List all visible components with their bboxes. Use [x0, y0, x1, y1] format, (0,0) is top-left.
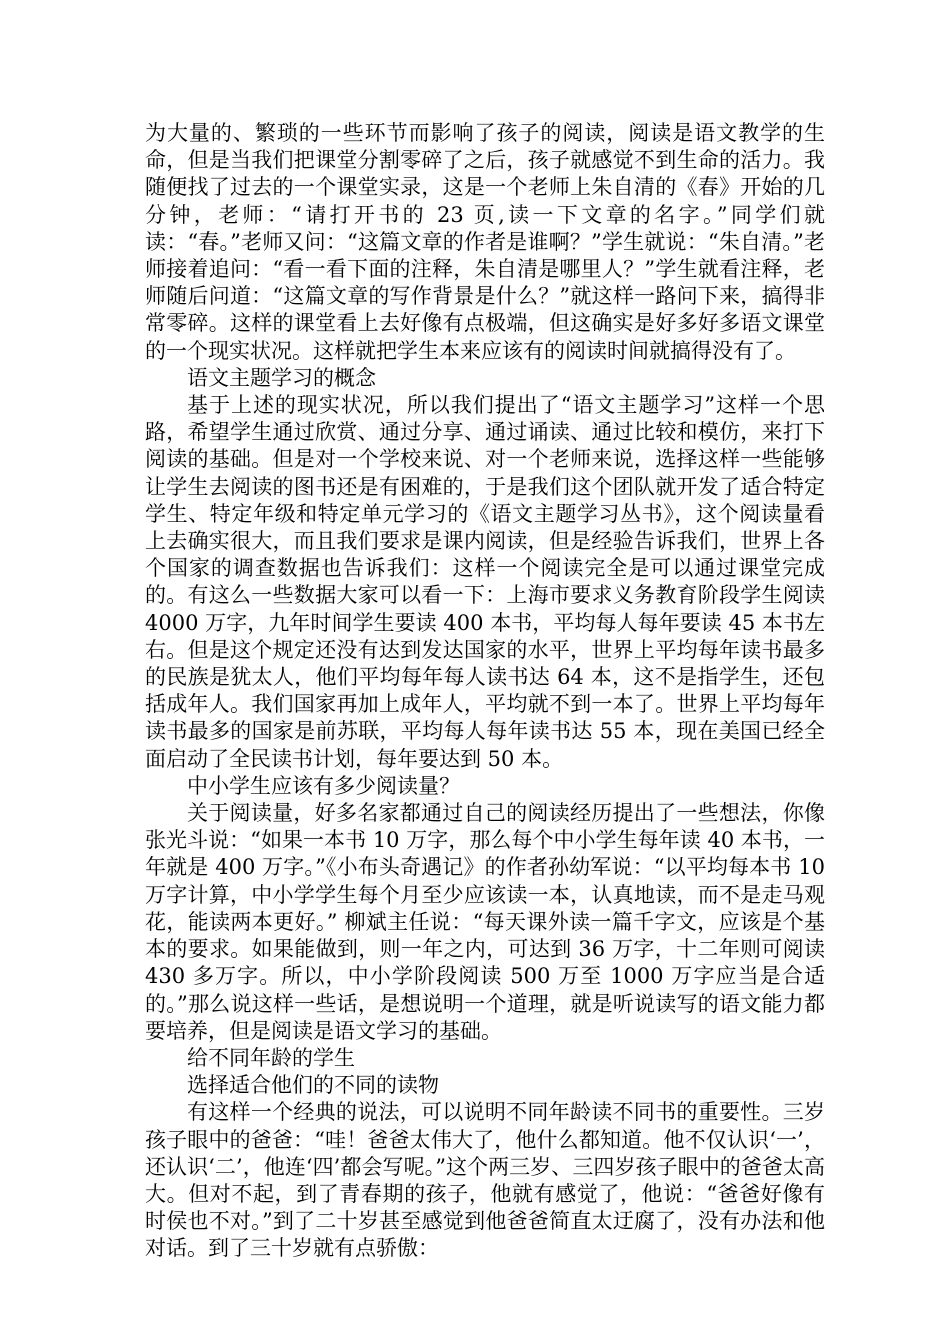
section-heading-concept: 语文主题学习的概念	[187, 365, 376, 390]
paragraph-classroom-example: 为大量的、繁琐的一些环节而影响了孩子的阅读，阅读是语文教学的生命，但是当我们把课堂分割零碎了之后，孩子就感觉不到生命的活力。我随便找了过去的一个课堂实录，这是一个老师上朱自清的《春》开始的几分钟，老师：“请打开书的 23 页,读一下文章的名字。”同学们就读：“春。”老师又问：“这篇文章的作者是谁啊？”学生就说：“朱自清。”老师接着追问：“看一看下面的注释，朱自清是哪里人？”学生就看注释，老师随后问道：“这篇文章的写作背景是什么？”就这样一路问下来，搞得非常零碎。这样的课堂看上去好像有点极端，但这确实是好多好多语文课堂的一个现实状况。这样就把学生本来应该有的阅读时间就搞得没有了。	[145, 121, 825, 363]
section-heading-different-ages: 给不同年龄的学生	[187, 1045, 355, 1070]
paragraph-father-story: 有这样一个经典的说法，可以说明不同年龄读不同书的重要性。三岁孩子眼中的爸爸：“哇！爸爸太伟大了，他什么都知道。他不仅认识‘一’，还认识‘二’，他连‘四’都会写呢。”这个两三岁、三四岁孩子眼中的爸爸太高大。但对不起，到了青春期的孩子，他就有感觉了，他说：“爸爸好像有时侯也不对。”到了二十岁甚至感觉到他爸爸简直太迂腐了，没有办法和他对话。到了三十岁就有点骄傲：	[145, 1100, 825, 1261]
paragraph-expert-opinions: 关于阅读量，好多名家都通过自己的阅读经历提出了一些想法，你像张光斗说：“如果一本书 10 万字，那么每个中小学生每年读 40 本书，一年就是 400 万字。”《小布头奇遇记》的作者孙幼军说：“以平均每本书 10 万字计算，中小学学生每个月至少应该读一本，认真地读，而不是走马观花，能读两本更好。” 柳斌主任说：“每天课外读一篇千字文，应该是个基本的要求。如果能做到，则一年之内，可达到 36 万字，十二年则可阅读 430 多万字。所以，中小学阶段阅读 500 万至 1000 万字应当是合适的。”那么说这样一些话，是想说明一个道理，就是听说读写的语文能力都要培养，但是阅读是语文学习的基础。	[145, 801, 825, 1043]
paragraph-reading-data: 基于上述的现实状况，所以我们提出了“语文主题学习”这样一个思路，希望学生通过欣赏、通过分享、通过诵读、通过比较和模仿，来打下阅读的基础。但是对一个学校来说、对一个老师来说，选择这样一些能够让学生去阅读的图书还是有困难的，于是我们这个团队就开发了适合特定学生、特定年级和特定单元学习的《语文主题学习丛书》，这个阅读量看上去确实很大，而且我们要求是课内阅读，但是经验告诉我们，世界上各个国家的调查数据也告诉我们：这样一个阅读完全是可以通过课堂完成的。有这么一些数据大家可以看一下：上海市要求义务教育阶段学生阅读 4000 万字，九年时间学生要读 400 本书，平均每人每年要读 45 本书左右。但是这个规定还没有达到发达国家的水平，世界上平均每年读书最多的民族是犹太人，他们平均每年每人读书达 64 本，这不是指学生，还包括成年人。我们国家再加上成年人，平均就不到一本了。世界上平均每年读书最多的国家是前苏联，平均每人每年读书达 55 本，现在美国已经全面启动了全民读书计划，每年要达到 50 本。	[145, 393, 825, 771]
section-heading-suitable-reading: 选择适合他们的不同的读物	[187, 1073, 439, 1098]
document-page	[145, 120, 825, 1263]
section-heading-reading-amount: 中小学生应该有多少阅读量？	[187, 773, 460, 798]
